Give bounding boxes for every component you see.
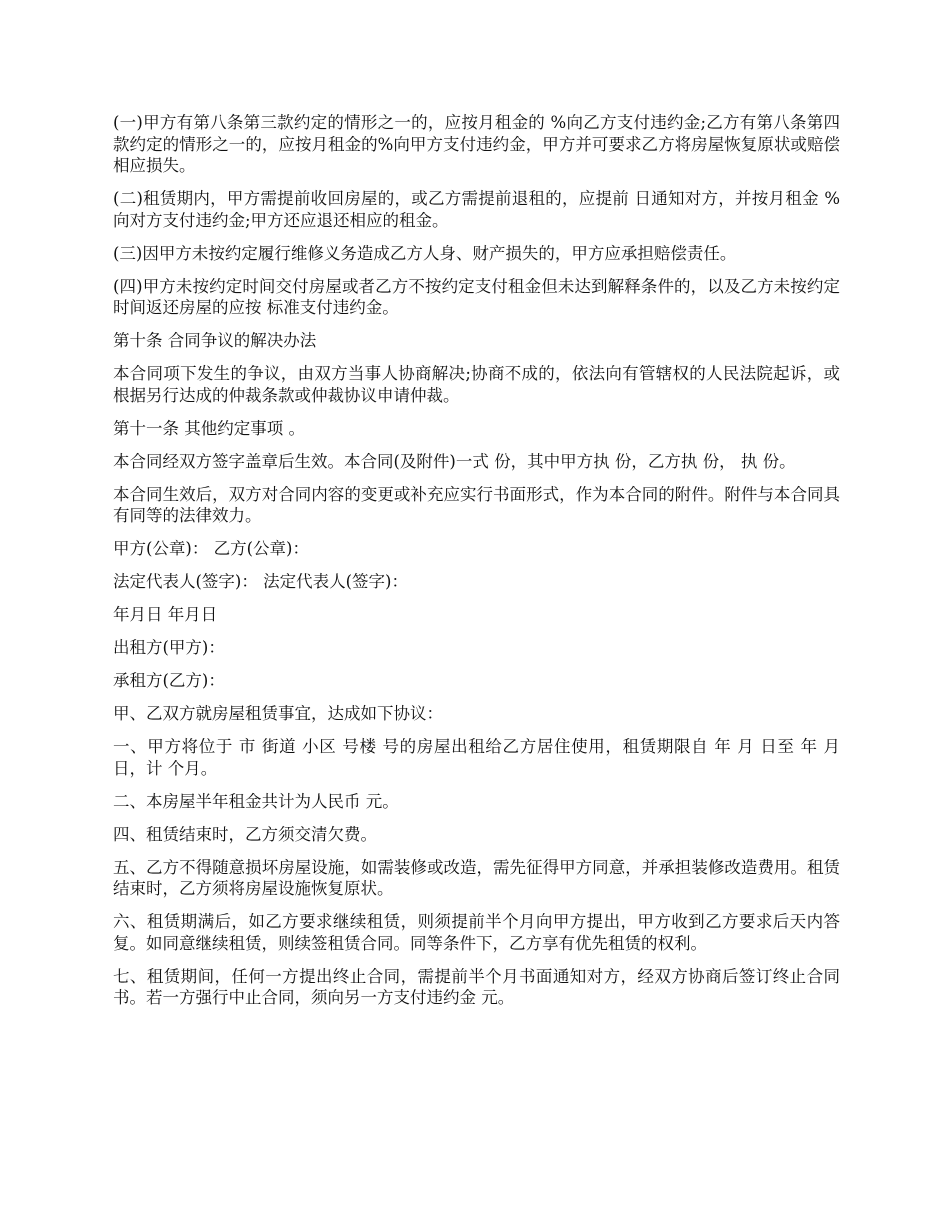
- agreement-intro: 甲、乙双方就房屋租赁事宜，达成如下协议：: [113, 704, 443, 723]
- paragraph-penalty-1: (一)甲方有第八条第三款约定的情形之一的，应按月租金的 %向乙方支付违约金;乙方有第八条第四款约定的情形之一的，应按月租金的%向甲方支付违约金，甲方并可要求乙方将房屋恢复原状或赔偿相应损失。: [113, 113, 840, 175]
- lessor-line: 出租方(甲方)：: [113, 638, 225, 657]
- signature-seal-line: 甲方(公章)： 乙方(公章)：: [113, 539, 309, 558]
- signature-date-line: 年月日 年月日: [113, 605, 218, 624]
- paragraph-penalty-3: (三)因甲方未按约定履行维修义务造成乙方人身、财产损失的，甲方应承担赔偿责任。: [113, 243, 737, 263]
- section-heading-article-10: 第十条 合同争议的解决办法: [113, 331, 317, 350]
- clause-7: 七、租赁期间，任何一方提出终止合同，需提前半个月书面通知对方，经双方协商后签订终止合同书。若一方强行中止合同，须向另一方支付违约金 元。: [113, 966, 840, 1007]
- clause-1: 一、甲方将位于 市 街道 小区 号楼 号的房屋出租给乙方居住使用，租赁期限自 年 月 日至 年 月 日，计 个月。: [113, 737, 840, 778]
- clause-5: 五、乙方不得随意损坏房屋设施，如需装修或改造，需先征得甲方同意，并承担装修改造费用。租赁结束时，乙方须将房屋设施恢复原状。: [113, 857, 840, 898]
- section-heading-article-11: 第十一条 其他约定事项 。: [113, 418, 305, 438]
- paragraph-dispute-resolution: 本合同项下发生的争议，由双方当事人协商解决;协商不成的，依法向有管辖权的人民法院起诉，或根据另行达成的仲裁条款或仲裁协议申请仲裁。: [113, 364, 840, 405]
- clause-6: 六、租赁期满后，如乙方要求继续租赁，则须提前半个月向甲方提出，甲方收到乙方要求后天内答复。如同意继续租赁，则续签租赁合同。同等条件下，乙方享有优先租赁的权利。: [113, 912, 840, 953]
- clause-4: 四、租赁结束时，乙方须交清欠费。: [113, 824, 377, 844]
- paragraph-penalty-2: (二)租赁期内，甲方需提前收回房屋的，或乙方需提前退租的，应提前 日通知对方，并按月租金 %向对方支付违约金;甲方还应退还相应的租金。: [113, 189, 840, 230]
- signature-representative-line: 法定代表人(签字)： 法定代表人(签字)：: [113, 572, 408, 591]
- lessee-line: 承租方(乙方)：: [113, 671, 225, 690]
- paragraph-effectiveness: 本合同经双方签字盖章后生效。本合同(及附件)一式 份，其中甲方执 份，乙方执 份， 执 份。: [113, 451, 796, 471]
- clause-2: 二、本房屋半年租金共计为人民币 元。: [113, 791, 399, 811]
- paragraph-penalty-4: (四)甲方未按约定时间交付房屋或者乙方不按约定支付租金但未达到解释条件的，以及乙方未按约定时间返还房屋的应按 标准支付违约金。: [113, 276, 840, 317]
- document-body: [113, 112, 840, 1020]
- paragraph-amendments: 本合同生效后，双方对合同内容的变更或补充应实行书面形式，作为本合同的附件。附件与本合同具有同等的法律效力。: [113, 484, 840, 525]
